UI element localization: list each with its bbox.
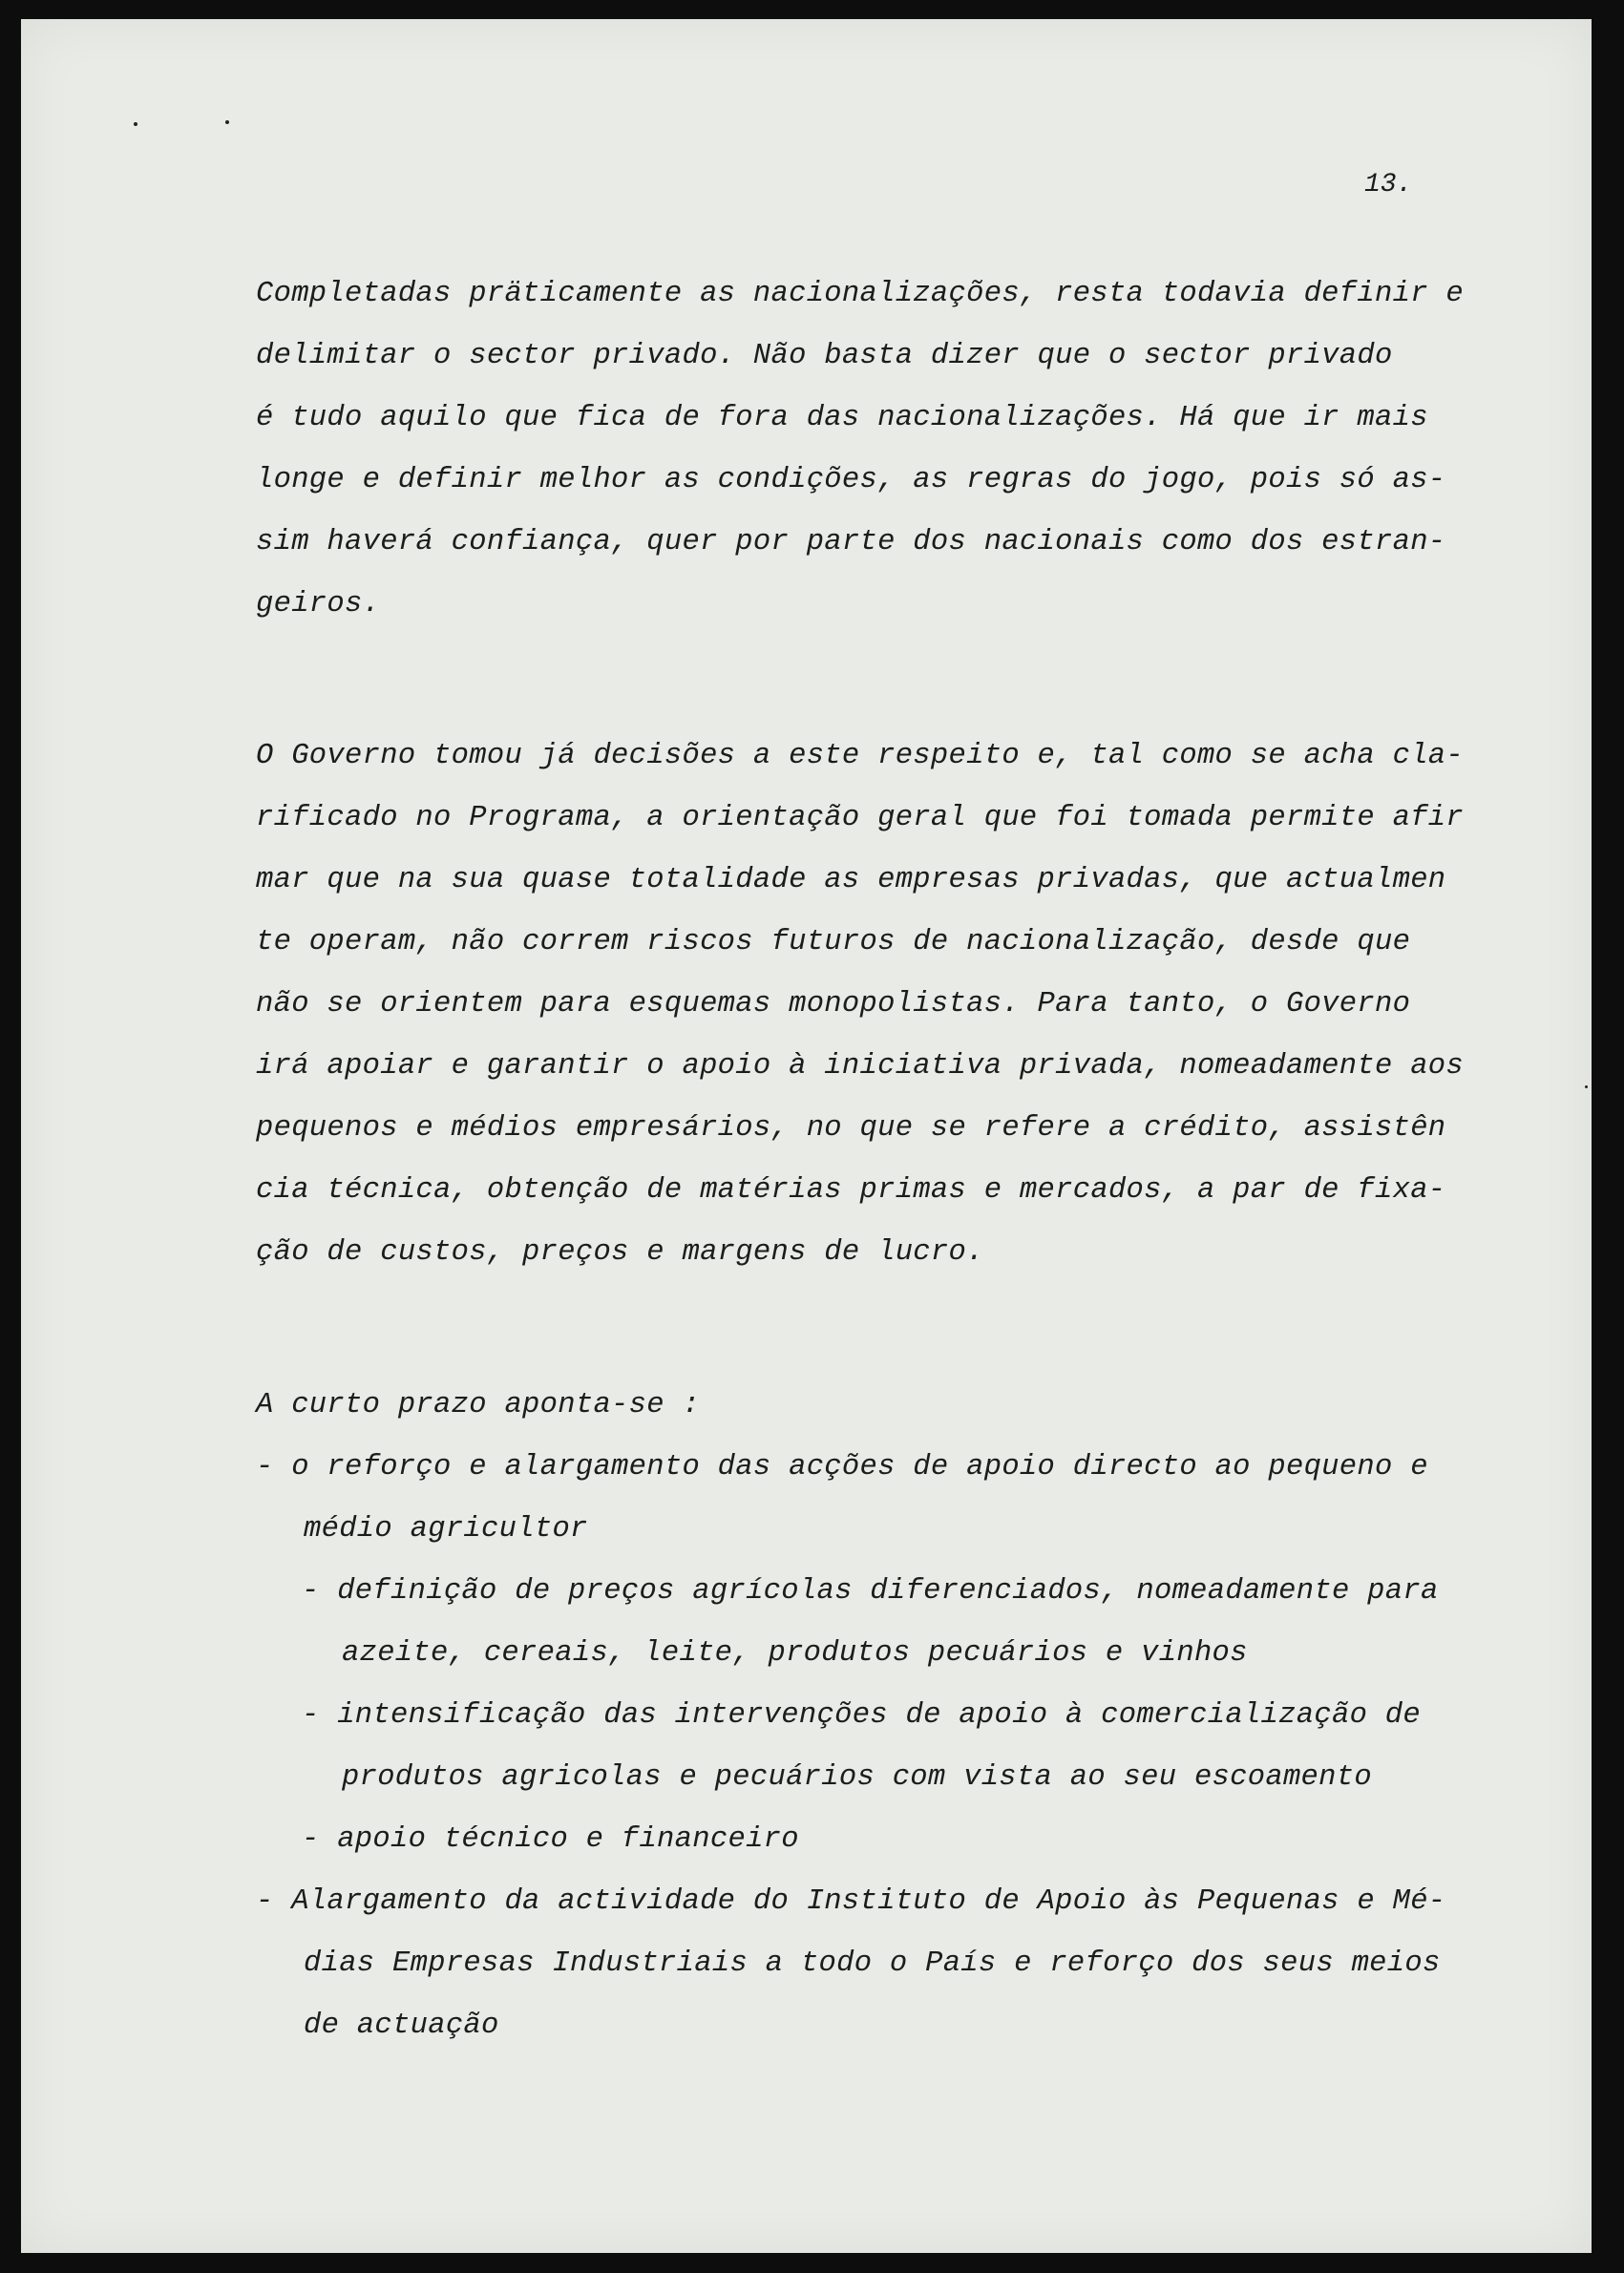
- list-item: - apoio técnico e financeiro: [302, 1823, 799, 1856]
- text-line: sim haverá confiança, quer por parte dos nacionais como dos estran-: [256, 526, 1446, 558]
- text-line: mar que na sua quase totalidade as empresas privadas, que actualmen: [256, 864, 1446, 896]
- short-term-section: [256, 1375, 1445, 2057]
- text-line: irá apoiar e garantir o apoio à iniciativa privada, nomeadamente aos: [256, 1050, 1465, 1083]
- list-item: - definição de preços agrícolas diferenciados, nomeadamente para: [302, 1575, 1439, 1608]
- list-item-continuation: médio agricultor: [304, 1513, 588, 1546]
- paper-speck: [1585, 1085, 1588, 1088]
- text-line: O Governo tomou já decisões a este respeito e, tal como se acha cla-: [256, 740, 1465, 772]
- text-line: rificado no Programa, a orientação geral que foi tomada permite afir: [256, 802, 1465, 834]
- document-page: [21, 19, 1592, 2253]
- paragraph-2: [256, 726, 1464, 1284]
- text-line: geiros.: [256, 588, 381, 621]
- text-line: cia técnica, obtenção de matérias primas e mercados, a par de fixa-: [256, 1174, 1446, 1207]
- list-item-continuation: de actuação: [304, 2010, 499, 2042]
- list-item-continuation: dias Empresas Industriais a todo o País e reforço dos seus meios: [304, 1947, 1441, 1980]
- text-line: te operam, não correm riscos futuros de nacionalização, desde que: [256, 926, 1411, 958]
- list-item: - o reforço e alargamento das acções de apoio directo ao pequeno e: [256, 1451, 1428, 1484]
- section-intro: A curto prazo aponta-se :: [256, 1389, 701, 1421]
- list-item: - intensificação das intervenções de apoio à comercialização de: [302, 1699, 1421, 1732]
- paragraph-1: [256, 263, 1464, 636]
- text-line: Completadas präticamente as nacionalizações, resta todavia definir e: [256, 278, 1465, 310]
- list-item-continuation: azeite, cereais, leite, produtos pecuários e vinhos: [342, 1637, 1248, 1670]
- page-number: 13.: [1364, 170, 1413, 200]
- text-line: longe e definir melhor as condições, as regras do jogo, pois só as-: [256, 464, 1446, 496]
- text-line: ção de custos, preços e margens de lucro.: [256, 1236, 984, 1269]
- paper-speck: [225, 120, 229, 124]
- text-line: é tudo aquilo que fica de fora das nacionalizações. Há que ir mais: [256, 402, 1428, 434]
- list-item-continuation: produtos agricolas e pecuários com vista ao seu escoamento: [342, 1761, 1372, 1794]
- text-line: pequenos e médios empresários, no que se refere a crédito, assistên: [256, 1112, 1446, 1145]
- list-item: - Alargamento da actividade do Instituto de Apoio às Pequenas e Mé-: [256, 1885, 1446, 1918]
- text-line: não se orientem para esquemas monopolistas. Para tanto, o Governo: [256, 988, 1411, 1021]
- paper-speck: [134, 122, 137, 126]
- text-line: delimitar o sector privado. Não basta dizer que o sector privado: [256, 340, 1393, 372]
